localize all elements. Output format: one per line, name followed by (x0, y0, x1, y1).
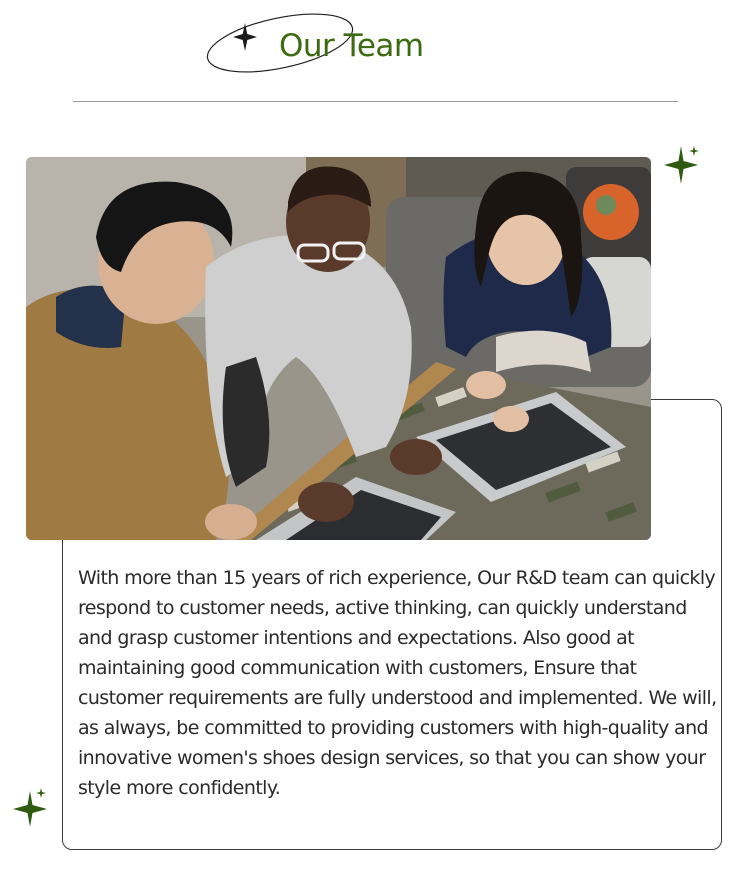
team-photo-illustration (26, 157, 651, 540)
sparkle-icon (12, 786, 52, 830)
page-title: Our Team (279, 28, 424, 64)
sparkle-icon (233, 23, 257, 51)
team-description: With more than 15 years of rich experience, Our R&D team can quickly respond to customer needs, active thinking, can quickly understand and grasp customer intentions and expectations. Also good at maintaining good communication with customers, Ensure that customer requirements are fully understood and implemented. We will, as always, be committed to providing customers with high-quality and innovative women's shoes design services, so that you can show your style more confidently. (78, 567, 717, 799)
header-divider (73, 101, 678, 102)
title-area (200, 10, 460, 80)
team-photo (26, 157, 651, 540)
sparkle-icon (664, 143, 704, 187)
